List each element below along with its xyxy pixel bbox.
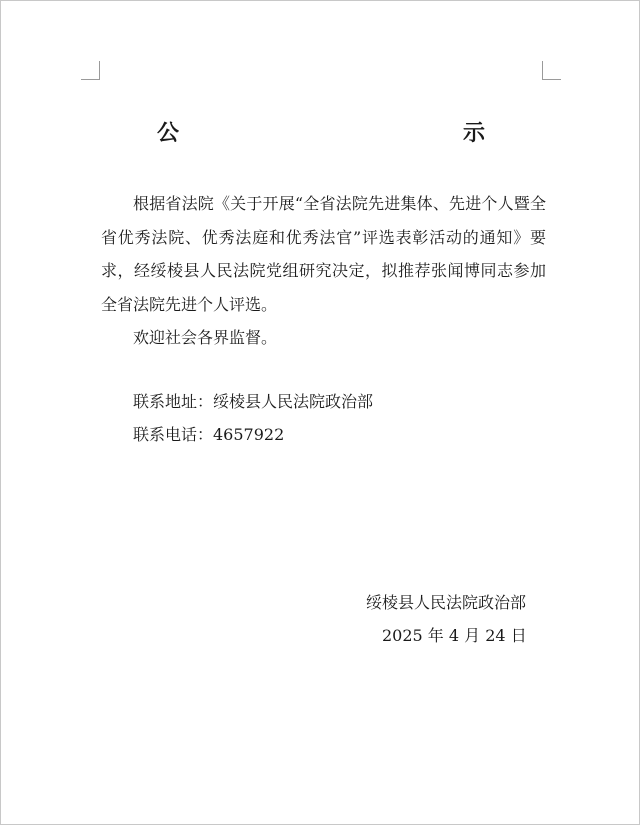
contact-address: 联系地址：绥棱县人民法院政治部: [133, 392, 374, 411]
signature-date: 2025 年 4 月 24 日: [382, 626, 527, 645]
body-paragraph-1: 根据省法院《关于开展“全省法院先进集体、先进个人暨全省优秀法院、优秀法庭和优秀法官”评选表彰活动的通知》要求，经绥棱县人民法院党组研究决定，拟推荐张闻博同志参加全省法院先进个人评选。: [101, 194, 546, 314]
margin-corner-mark-top-right: [542, 61, 561, 80]
signature-org: 绥棱县人民法院政治部: [366, 593, 527, 612]
body-paragraph-2: 欢迎社会各界监督。: [133, 328, 278, 347]
document-body: [101, 187, 546, 355]
contact-info: [133, 385, 373, 451]
margin-corner-mark-top-left: [81, 61, 100, 80]
document-title: 公 示: [156, 121, 565, 146]
contact-phone: 联系电话：4657922: [133, 425, 285, 444]
signature-block: [366, 586, 527, 652]
